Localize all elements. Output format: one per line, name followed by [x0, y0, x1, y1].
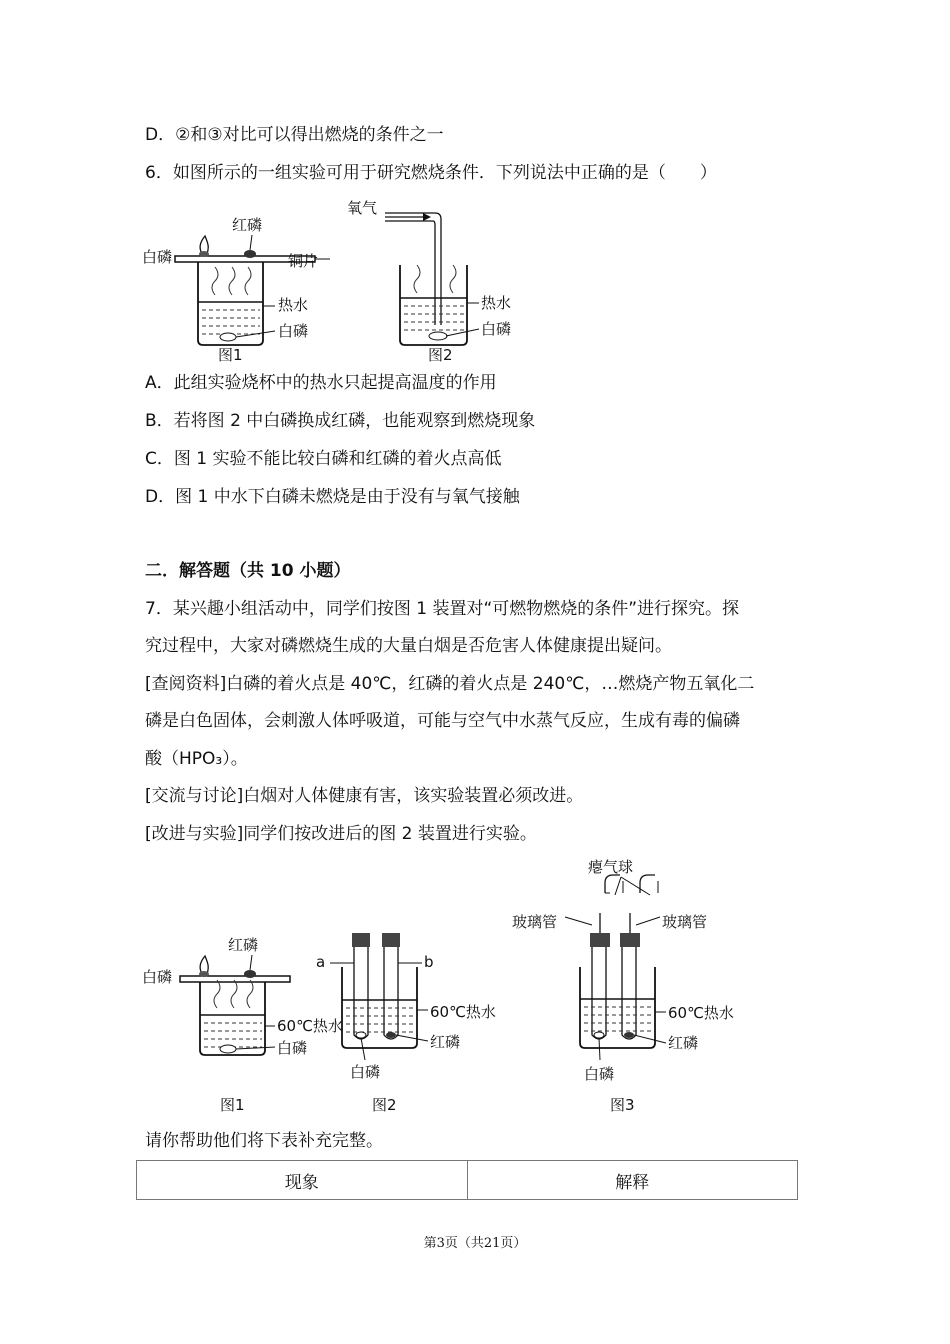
q7-line-3: [查阅资料]白磷的着火点是 40℃，红磷的着火点是 240℃，…燃烧产物五氧化二 — [145, 674, 755, 694]
answer-table — [136, 1160, 798, 1200]
fig-caption: 图2 — [428, 346, 453, 364]
table-row — [137, 1161, 798, 1200]
label-hot-water: 热水 — [278, 296, 309, 314]
q6-option-b: B．若将图 2 中白磷换成红磷，也能观察到燃烧现象 — [145, 411, 536, 431]
label-red-p: 红磷 — [228, 936, 259, 954]
q7-line-5: 酸（HPO₃）。 — [145, 749, 248, 769]
label-white-p: 白磷 — [350, 1063, 381, 1081]
label-white-p: 白磷 — [142, 248, 173, 266]
q7-instruction: 请你帮助他们将下表补充完整。 — [145, 1131, 383, 1151]
q7-line-4: 磷是白色固体，会刺激人体呼吸道，可能与空气中水蒸气反应，生成有毒的偏磷 — [145, 711, 740, 731]
label-oxygen: 氧气 — [347, 199, 378, 217]
label-white-p-water: 白磷 — [277, 1039, 308, 1057]
table-header-explanation: 解释 — [467, 1161, 798, 1200]
label-hot-water: 热水 — [481, 294, 512, 312]
label-white-p: 白磷 — [481, 320, 512, 338]
label-red-p: 红磷 — [668, 1034, 699, 1052]
label-a: a — [316, 953, 326, 971]
q7-line-1: 7．某兴趣小组活动中，同学们按图 1 装置对“可燃物燃烧的条件”进行探究。探 — [145, 599, 740, 619]
q7-figure-3 — [510, 855, 750, 1115]
q6-figure-2 — [345, 195, 545, 365]
label-copper: 铜片 — [288, 252, 319, 270]
fig-caption: 图2 — [372, 1096, 397, 1114]
label-white-p-water: 白磷 — [278, 322, 309, 340]
fig-caption: 图1 — [218, 346, 243, 364]
label-glass-tube-left: 玻璃管 — [512, 913, 558, 931]
q7-line-2: 究过程中，大家对磷燃烧生成的大量白烟是否危害人体健康提出疑问。 — [145, 636, 672, 656]
q5-option-d: D．②和③对比可以得出燃烧的条件之一 — [145, 125, 444, 145]
fig-caption: 图3 — [610, 1096, 635, 1114]
section-title: 二．解答题（共 10 小题） — [145, 561, 351, 581]
page-footer: 第3页（共21页） — [423, 1236, 527, 1251]
label-balloon: 瘪气球 — [588, 858, 634, 876]
q6-option-a: A．此组实验烧杯中的热水只起提高温度的作用 — [145, 373, 497, 393]
label-glass-tube-right: 玻璃管 — [662, 913, 708, 931]
q6-option-d: D．图 1 中水下白磷未燃烧是由于没有与氧气接触 — [145, 487, 520, 507]
label-white-p: 白磷 — [142, 968, 173, 986]
q7-line-7: [改进与实验]同学们按改进后的图 2 装置进行实验。 — [145, 824, 537, 844]
q6-option-c: C．图 1 实验不能比较白磷和红磷的着火点高低 — [145, 449, 502, 469]
label-hot-water: 60℃热水 — [430, 1003, 496, 1021]
label-red-p: 红磷 — [232, 216, 263, 234]
q6-stem: 6．如图所示的一组实验可用于研究燃烧条件．下列说法中正确的是（ ） — [145, 163, 717, 183]
label-hot-water: 60℃热水 — [668, 1004, 734, 1022]
label-hot-water: 60℃热水 — [277, 1017, 343, 1035]
balloon-icon — [605, 875, 620, 893]
table-header-phenomenon: 现象 — [137, 1161, 468, 1200]
label-b: b — [424, 953, 434, 971]
q6-figure-1 — [140, 210, 340, 365]
q7-figure-2 — [310, 925, 510, 1115]
fig-caption: 图1 — [220, 1096, 245, 1114]
q7-line-6: [交流与讨论]白烟对人体健康有害，该实验装置必须改进。 — [145, 786, 584, 806]
label-red-p: 红磷 — [430, 1033, 461, 1051]
label-white-p: 白磷 — [584, 1065, 615, 1083]
